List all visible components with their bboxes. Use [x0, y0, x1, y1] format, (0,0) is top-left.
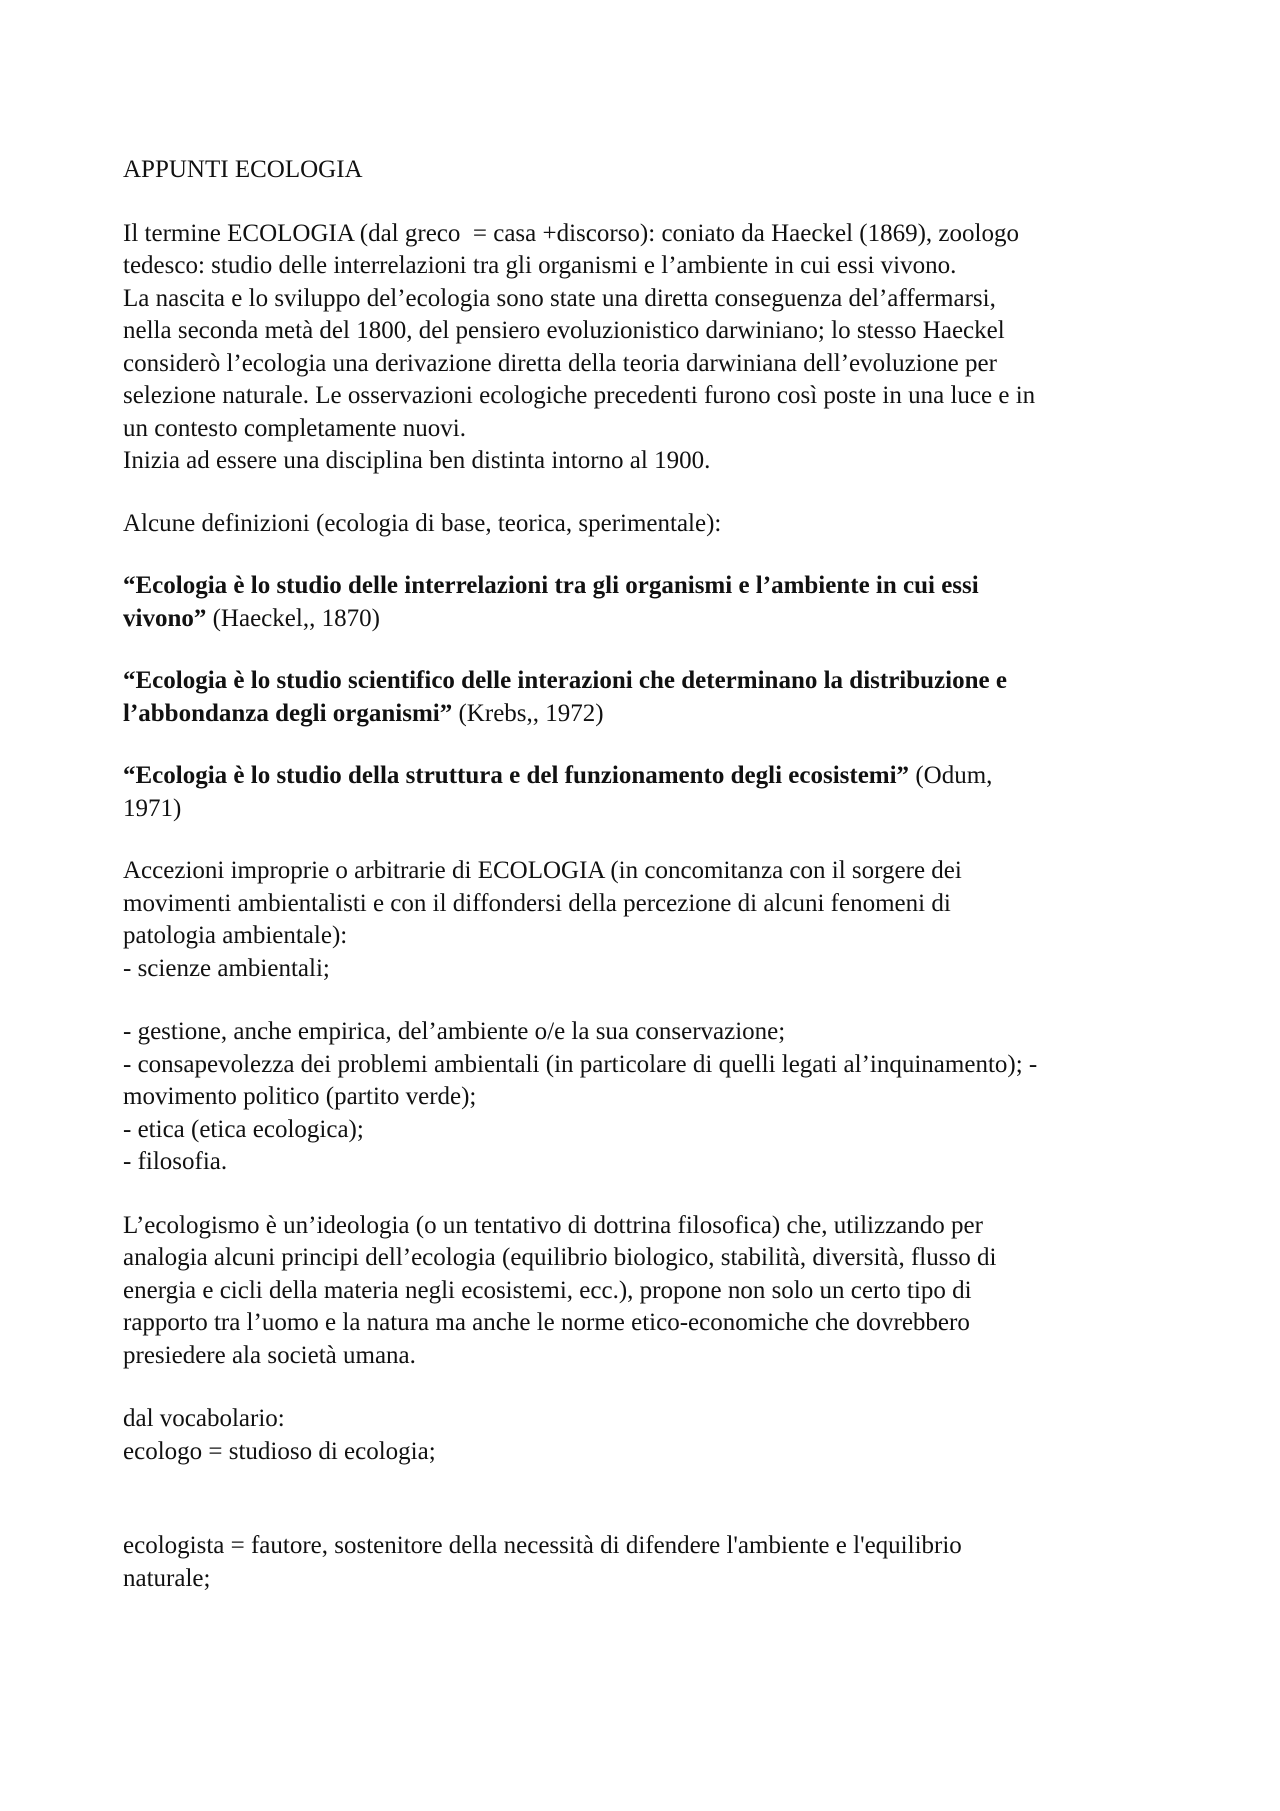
spacer	[123, 635, 1173, 665]
definition-source: (Krebs,, 1972)	[452, 699, 604, 727]
spacer	[123, 1468, 1173, 1530]
ecologismo-line: analogia alcuni principi dell’ecologia (equilibrio biologico, stabilità, diversità, flusso di	[123, 1244, 997, 1271]
spacer	[123, 825, 1173, 855]
ecologismo-line: energia e cicli della materia negli ecosistemi, ecc.), propone non solo un certo tipo di	[123, 1276, 972, 1304]
vocabolario-entry-ecologista: naturale;	[123, 1564, 211, 1592]
definition-quote: “Ecologia è lo studio delle interrelazioni tra gli organismi e l’ambiente in cui essi	[123, 572, 979, 599]
spacer	[123, 1372, 1173, 1403]
improper-line: patologia ambientale):	[123, 922, 348, 949]
improper-line: movimenti ambientalisti e con il diffondersi della percezione di alcuni fenomeni di	[123, 889, 951, 917]
spacer	[123, 540, 1173, 570]
intro-line: considerò l’ecologia una derivazione diretta della teoria darwiniana dell’evoluzione per	[123, 349, 997, 377]
improper-line: Accezioni improprie o arbitrarie di ECOLOGIA (in concomitanza con il sorgere dei	[123, 857, 962, 884]
ecologismo-line: rapporto tra l’uomo e la natura ma anche le norme etico-economiche che dovrebbero	[123, 1309, 970, 1336]
list-item: - etica (etica ecologica);	[123, 1115, 364, 1143]
spacer	[123, 730, 1173, 760]
ecologismo-line: L’ecologismo è un’ideologia (o un tentativo di dottrina filosofica) che, utilizzando per	[123, 1211, 983, 1239]
improper-list	[123, 1016, 1173, 1179]
definition-haeckel	[123, 570, 1173, 635]
definition-quote: vivono”	[123, 604, 207, 632]
spacer	[123, 478, 1173, 508]
intro-line: selezione naturale. Le osservazioni ecologiche precedenti furono così poste in una luce e in	[123, 382, 1036, 409]
definition-quote: l’abbondanza degli organismi”	[123, 699, 453, 727]
definition-source: (Odum,	[909, 762, 993, 789]
spacer	[123, 985, 1173, 1016]
vocabolario-entry-ecologista: ecologista = fautore, sostenitore della necessità di difendere l'ambiente e l'equilibrio	[123, 1532, 962, 1559]
document-title: APPUNTI ECOLOGIA	[123, 156, 363, 183]
list-item: - filosofia.	[123, 1148, 228, 1175]
list-item: - scienze ambientali;	[123, 954, 330, 982]
list-item: - gestione, anche empirica, del’ambiente o/e la sua conservazione;	[123, 1018, 786, 1045]
vocabolario-heading: dal vocabolario:	[123, 1405, 285, 1432]
vocabolario-section	[123, 1403, 1173, 1595]
definition-krebs	[123, 665, 1173, 730]
intro-line: nella seconda metà del 1800, del pensiero evoluzionistico darwiniano; lo stesso Haeckel	[123, 317, 1005, 344]
definition-quote: “Ecologia è lo studio scientifico delle interazioni che determinano la distribuzione e	[123, 667, 1007, 694]
definition-odum	[123, 760, 1173, 825]
document-page	[123, 154, 1173, 1595]
definitions-heading: Alcune definizioni (ecologia di base, teorica, sperimentale):	[123, 509, 722, 537]
list-item: movimento politico (partito verde);	[123, 1083, 477, 1110]
list-item: - consapevolezza dei problemi ambientali (in particolare di quelli legati al’inquinamento); -	[123, 1050, 1038, 1078]
definition-quote: “Ecologia è lo studio della struttura e del funzionamento degli ecosistemi”	[123, 762, 910, 789]
spacer	[123, 187, 1173, 218]
intro-line: Inizia ad essere una disciplina ben distinta intorno al 1900.	[123, 447, 711, 474]
intro-line: La nascita e lo sviluppo del’ecologia sono state una diretta conseguenza del’affermarsi,	[123, 284, 996, 312]
intro-line: un contesto completamente nuovi.	[123, 414, 466, 442]
improper-meanings	[123, 855, 1173, 985]
ecologismo-paragraph	[123, 1210, 1173, 1373]
definition-source: 1971)	[123, 794, 182, 822]
definition-source: (Haeckel,, 1870)	[206, 604, 380, 632]
intro-paragraph	[123, 218, 1173, 478]
vocabolario-entry-ecologo: ecologo = studioso di ecologia;	[123, 1437, 436, 1465]
ecologismo-line: presiedere ala società umana.	[123, 1341, 416, 1369]
intro-line: Il termine ECOLOGIA (dal greco = casa +discorso): coniato da Haeckel (1869), zoologo	[123, 219, 1019, 247]
spacer	[123, 1179, 1173, 1210]
intro-line: tedesco: studio delle interrelazioni tra gli organismi e l’ambiente in cui essi vivono.	[123, 252, 957, 279]
